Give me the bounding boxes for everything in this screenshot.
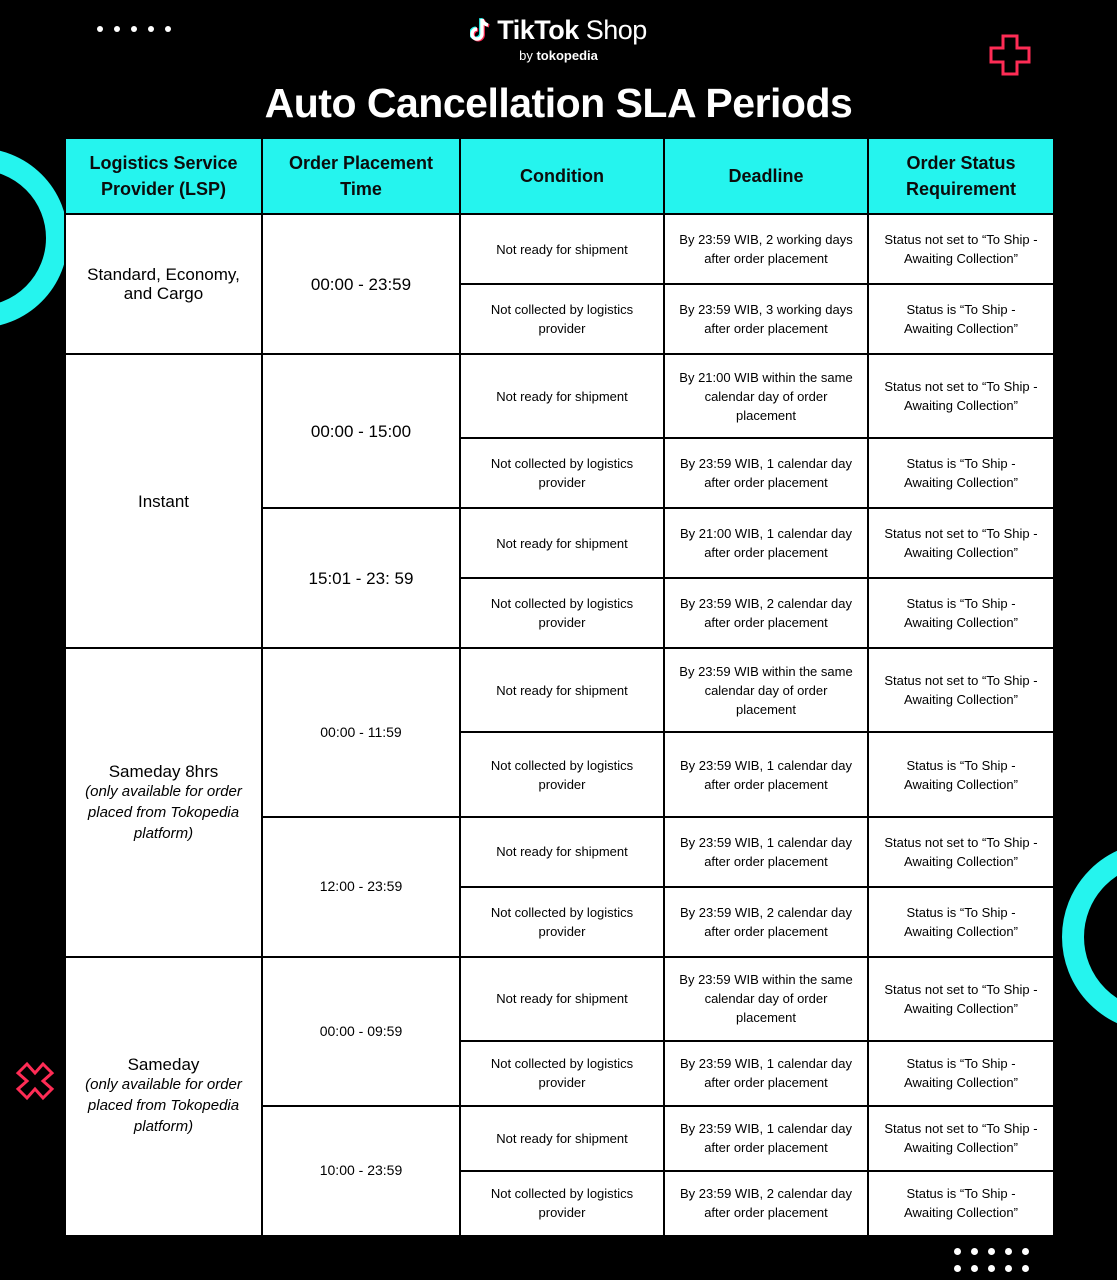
time-cell: 12:00 - 23:59 bbox=[262, 817, 460, 957]
header-status: Order Status Requirement bbox=[868, 138, 1054, 214]
lsp-cell: Sameday 8hrs (only available for order placed from Tokopedia platform) bbox=[65, 648, 262, 956]
condition-cell: Not ready for shipment bbox=[460, 508, 664, 578]
status-cell: Status is “To Ship - Awaiting Collection” bbox=[868, 1171, 1054, 1236]
condition-cell: Not ready for shipment bbox=[460, 817, 664, 887]
brand-sub-name: tokopedia bbox=[536, 48, 598, 63]
status-cell: Status is “To Ship - Awaiting Collection” bbox=[868, 1041, 1054, 1106]
deadline-cell: By 23:59 WIB, 1 calendar day after order placement bbox=[664, 438, 868, 508]
deadline-cell: By 23:59 WIB, 2 calendar day after order placement bbox=[664, 1171, 868, 1236]
time-cell: 00:00 - 09:59 bbox=[262, 957, 460, 1106]
sla-table bbox=[64, 137, 1055, 1237]
condition-cell: Not ready for shipment bbox=[460, 648, 664, 732]
brand-logo bbox=[0, 12, 1117, 64]
status-cell: Status is “To Ship - Awaiting Collection” bbox=[868, 887, 1054, 957]
status-cell: Status not set to “To Ship - Awaiting Collection” bbox=[868, 354, 1054, 438]
lsp-note: (only available for order placed from Tokopedia platform) bbox=[85, 782, 242, 842]
time-cell: 10:00 - 23:59 bbox=[262, 1106, 460, 1236]
header-deadline: Deadline bbox=[664, 138, 868, 214]
status-cell: Status is “To Ship - Awaiting Collection” bbox=[868, 284, 1054, 354]
lsp-note: (only available for order placed from Tokopedia platform) bbox=[85, 1076, 242, 1136]
table-row bbox=[65, 214, 1054, 284]
condition-cell: Not collected by logistics provider bbox=[460, 1171, 664, 1236]
time-cell: 00:00 - 15:00 bbox=[262, 354, 460, 508]
condition-cell: Not collected by logistics provider bbox=[460, 1041, 664, 1106]
lsp-cell: Instant bbox=[65, 354, 262, 648]
condition-cell: Not ready for shipment bbox=[460, 354, 664, 438]
brand-sub-prefix: by bbox=[519, 48, 533, 63]
table-row bbox=[65, 957, 1054, 1041]
condition-cell: Not ready for shipment bbox=[460, 1106, 664, 1171]
status-cell: Status not set to “To Ship - Awaiting Collection” bbox=[868, 508, 1054, 578]
table-header-row bbox=[65, 138, 1054, 214]
deadline-cell: By 23:59 WIB, 1 calendar day after order placement bbox=[664, 1106, 868, 1171]
deadline-cell: By 21:00 WIB within the same calendar day of order placement bbox=[664, 354, 868, 438]
condition-cell: Not collected by logistics provider bbox=[460, 887, 664, 957]
time-cell: 00:00 - 11:59 bbox=[262, 648, 460, 816]
page-title: Auto Cancellation SLA Periods bbox=[264, 80, 853, 126]
left-ring-decoration bbox=[0, 148, 68, 328]
deadline-cell: By 23:59 WIB, 3 working days after order placement bbox=[664, 284, 868, 354]
table-row bbox=[65, 648, 1054, 732]
status-cell: Status is “To Ship - Awaiting Collection” bbox=[868, 438, 1054, 508]
status-cell: Status not set to “To Ship - Awaiting Collection” bbox=[868, 648, 1054, 732]
lsp-cell: Sameday (only available for order placed from Tokopedia platform) bbox=[65, 957, 262, 1236]
condition-cell: Not ready for shipment bbox=[460, 957, 664, 1041]
time-cell: 00:00 - 23:59 bbox=[262, 214, 460, 354]
lsp-cell: Standard, Economy, and Cargo bbox=[65, 214, 262, 354]
tiktok-note-icon bbox=[470, 17, 492, 43]
header-lsp: Logistics Service Provider (LSP) bbox=[65, 138, 262, 214]
brand-name-suffix: Shop bbox=[585, 14, 647, 45]
deadline-cell: By 23:59 WIB, 2 calendar day after order placement bbox=[664, 887, 868, 957]
bottom-right-dots-decoration bbox=[954, 1248, 1029, 1272]
status-cell: Status not set to “To Ship - Awaiting Collection” bbox=[868, 957, 1054, 1041]
deadline-cell: By 23:59 WIB, 2 working days after order placement bbox=[664, 214, 868, 284]
deadline-cell: By 23:59 WIB, 2 calendar day after order placement bbox=[664, 578, 868, 648]
status-cell: Status is “To Ship - Awaiting Collection” bbox=[868, 732, 1054, 816]
status-cell: Status is “To Ship - Awaiting Collection” bbox=[868, 578, 1054, 648]
time-cell: 15:01 - 23: 59 bbox=[262, 508, 460, 648]
condition-cell: Not collected by logistics provider bbox=[460, 732, 664, 816]
cross-outline-icon bbox=[14, 1060, 56, 1102]
condition-cell: Not collected by logistics provider bbox=[460, 438, 664, 508]
right-ring-decoration bbox=[1062, 842, 1117, 1032]
deadline-cell: By 23:59 WIB, 1 calendar day after order placement bbox=[664, 732, 868, 816]
deadline-cell: By 21:00 WIB, 1 calendar day after order placement bbox=[664, 508, 868, 578]
deadline-cell: By 23:59 WIB, 1 calendar day after order placement bbox=[664, 817, 868, 887]
status-cell: Status not set to “To Ship - Awaiting Collection” bbox=[868, 817, 1054, 887]
deadline-cell: By 23:59 WIB within the same calendar day of order placement bbox=[664, 648, 868, 732]
status-cell: Status not set to “To Ship - Awaiting Collection” bbox=[868, 214, 1054, 284]
table-row bbox=[65, 354, 1054, 438]
condition-cell: Not collected by logistics provider bbox=[460, 284, 664, 354]
deadline-cell: By 23:59 WIB, 1 calendar day after order placement bbox=[664, 1041, 868, 1106]
condition-cell: Not ready for shipment bbox=[460, 214, 664, 284]
header-order-time: Order Placement Time bbox=[262, 138, 460, 214]
status-cell: Status not set to “To Ship - Awaiting Collection” bbox=[868, 1106, 1054, 1171]
brand-name: TikTok bbox=[497, 14, 579, 45]
deadline-cell: By 23:59 WIB within the same calendar day of order placement bbox=[664, 957, 868, 1041]
condition-cell: Not collected by logistics provider bbox=[460, 578, 664, 648]
header-condition: Condition bbox=[460, 138, 664, 214]
